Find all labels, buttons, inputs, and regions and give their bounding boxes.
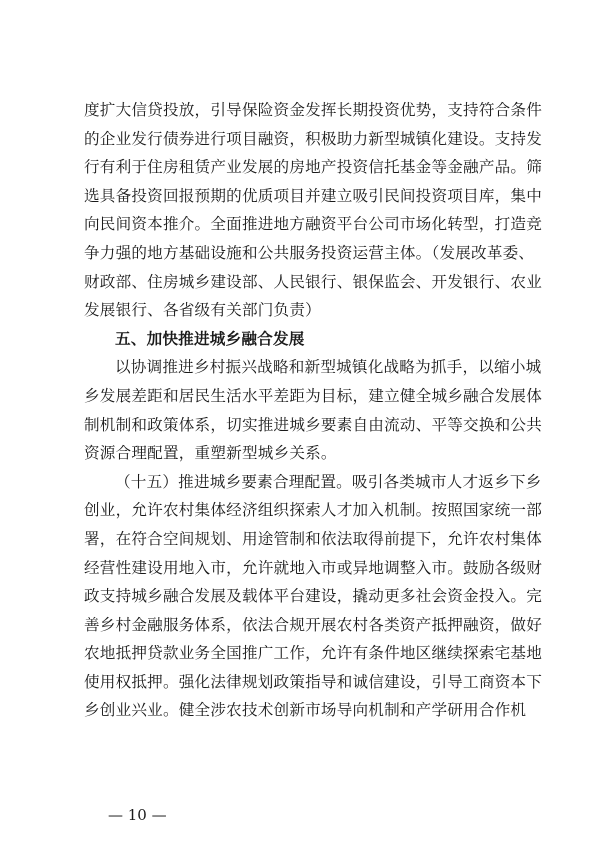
body-line: 财政部、住房城乡建设部、人民银行、银保监会、开发银行、农业 <box>84 272 543 291</box>
item-line: 使用权抵押。强化法律规划政策指导和诚信建设，引导工商资本下 <box>84 672 543 691</box>
item-line: 创业，允许农村集体经济组织探索人才加入机制。按照国家统一部 <box>84 501 543 520</box>
document-body <box>84 96 543 725</box>
item-line: 善乡村金融服务体系，依法合规开展农村各类资产抵押融资，做好 <box>84 615 543 634</box>
item-title: （十五）推进城乡要素合理配置。 <box>115 472 352 491</box>
item-first-rest: 吸引各类城市人才返乡下乡 <box>351 472 542 491</box>
intro-line: 以协调推进乡村振兴战略和新型城镇化战略为抓手，以缩小城 <box>115 358 542 377</box>
intro-line: 乡发展差距和居民生活水平差距为目标，建立健全城乡融合发展体 <box>84 386 543 405</box>
page-number: — 10 — <box>108 806 167 824</box>
item-first-line <box>84 468 542 497</box>
intro-line: 制机制和政策体系，切实推进城乡要素自由流动、平等交换和公共 <box>84 415 543 434</box>
body-line: 的企业发行债券进行项目融资，积极助力新型城镇化建设。支持发 <box>84 129 543 148</box>
body-line: 争力强的地方基础设施和公共服务投资运营主体。（发展改革委、 <box>84 243 535 262</box>
item-line: 乡创业兴业。健全涉农技术创新市场导向机制和产学研用合作机 <box>84 701 527 720</box>
item-line: 政支持城乡融合发展及载体平台建设，撬动更多社会资金投入。完 <box>84 587 543 606</box>
section-heading: 五、加快推进城乡融合发展 <box>115 329 305 348</box>
item-line: 农地抵押贷款业务全国推广工作，允许有条件地区继续探索宅基地 <box>84 644 543 663</box>
body-line: 度扩大信贷投放，引导保险资金发挥长期投资优势，支持符合条件 <box>84 101 543 119</box>
body-line: 选具备投资回报预期的优质项目并建立吸引民间投资项目库，集中 <box>84 186 543 205</box>
item-line: 署，在符合空间规划、用途管制和依法取得前提下，允许农村集体 <box>84 529 543 548</box>
item-line: 经营性建设用地入市，允许就地入市或异地调整入市。鼓励各级财 <box>84 558 543 577</box>
body-line: 行有利于住房租赁产业发展的房地产投资信托基金等金融产品。筛 <box>84 158 543 177</box>
body-line: 向民间资本推介。全面推进地方融资平台公司市场化转型，打造竞 <box>84 215 543 234</box>
intro-line: 资源合理配置，重塑新型城乡关系。 <box>84 444 337 463</box>
body-line: 发展银行、各省级有关部门负责） <box>84 301 321 320</box>
